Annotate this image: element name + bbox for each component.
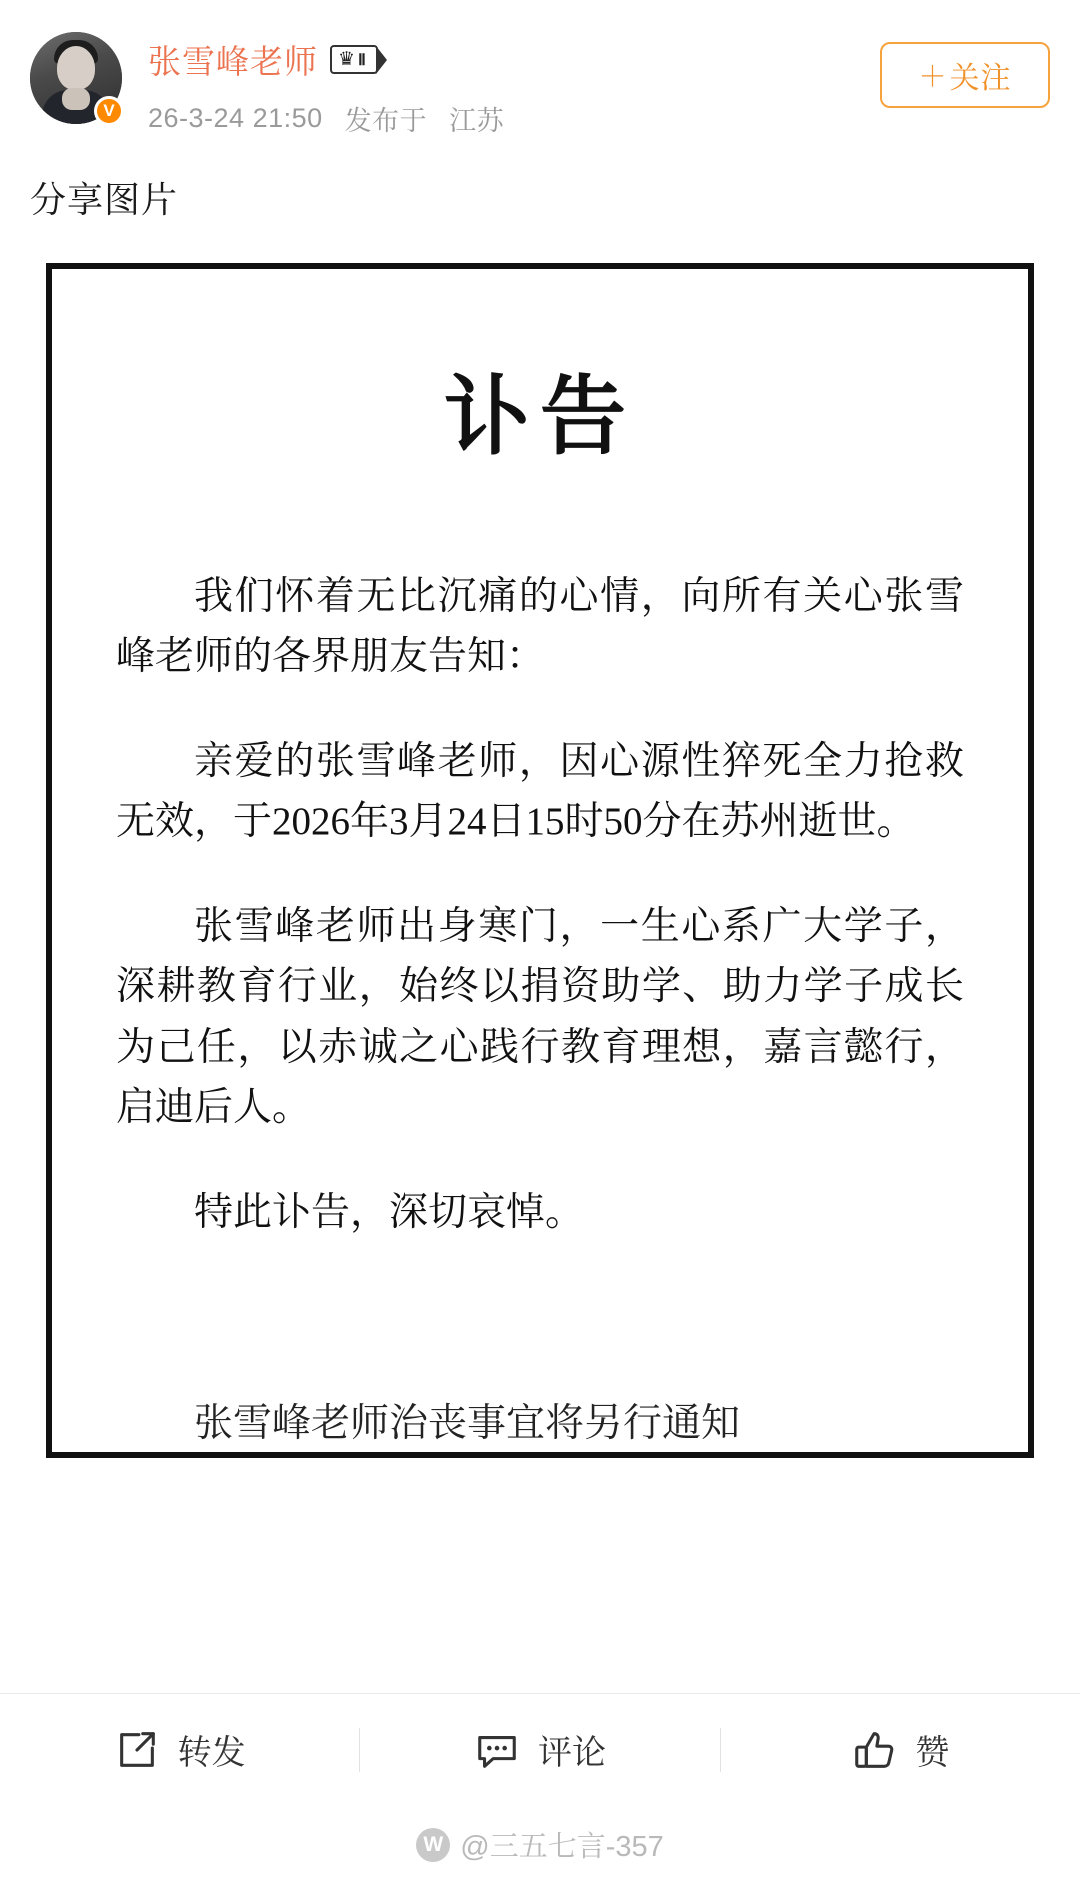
vip-level-label: Ⅱ [358,51,366,69]
post-image[interactable] [46,263,1034,1458]
author-name[interactable]: 张雪峰老师 [148,43,318,80]
post-header [0,0,1080,138]
plus-icon: ＋ [918,61,948,92]
weibo-logo-icon: W [416,1828,450,1862]
repost-label: 转发 [177,1734,246,1772]
comment-label: 评论 [537,1734,606,1772]
avatar[interactable] [30,32,122,124]
post-meta [148,28,504,138]
notice-paragraph: 张雪峰老师出身寒门，一生心系广大学子，深耕教育行业，始终以捐资助学、助力学子成长为己任，以赤诚之心践行教育理想，嘉言懿行，启迪后人。 [116,904,964,1130]
post-timestamp: 26-3-24 21:50 [148,103,323,133]
notice-paragraph: 亲爱的张雪峰老师，因心源性猝死全力抢救无效，于2026年3月24日15时50分在苏州逝世。 [116,739,964,844]
watermark-text: @三五七言-357 [460,1831,664,1863]
action-bar [0,1693,1080,1805]
thumbs-up-icon [851,1727,897,1773]
comment-icon [474,1727,520,1773]
vip-level-badge[interactable] [330,45,378,74]
post-source-prefix: 发布于 [344,106,428,136]
repost-button[interactable] [0,1725,359,1774]
comment-button[interactable] [360,1725,719,1774]
post-text: 分享图片 [30,179,179,220]
post-subline [148,99,504,138]
avatar-hands [62,88,90,110]
like-button[interactable] [721,1725,1080,1774]
notice-paragraph: 我们怀着无比沉痛的心情，向所有关心张雪峰老师的各界朋友告知： [116,575,964,679]
avatar-face [57,46,95,90]
post-source-location[interactable]: 江苏 [449,106,505,136]
like-label: 赞 [915,1734,950,1772]
watermark [0,1824,1080,1865]
notice-paragraph: 特此讣告，深切哀悼。 [194,1190,585,1234]
notice-title: 讣告 [444,369,636,465]
author-row [148,36,504,83]
notice-content [52,269,1028,1243]
crown-icon: ♛ [338,49,356,70]
follow-button-label: 关注 [949,62,1012,95]
follow-button[interactable] [880,42,1050,108]
verified-badge-icon: V [94,96,124,126]
notice-clipped-line: 张雪峰老师治丧事宜将另行通知 [194,1402,741,1445]
share-icon [114,1727,160,1773]
